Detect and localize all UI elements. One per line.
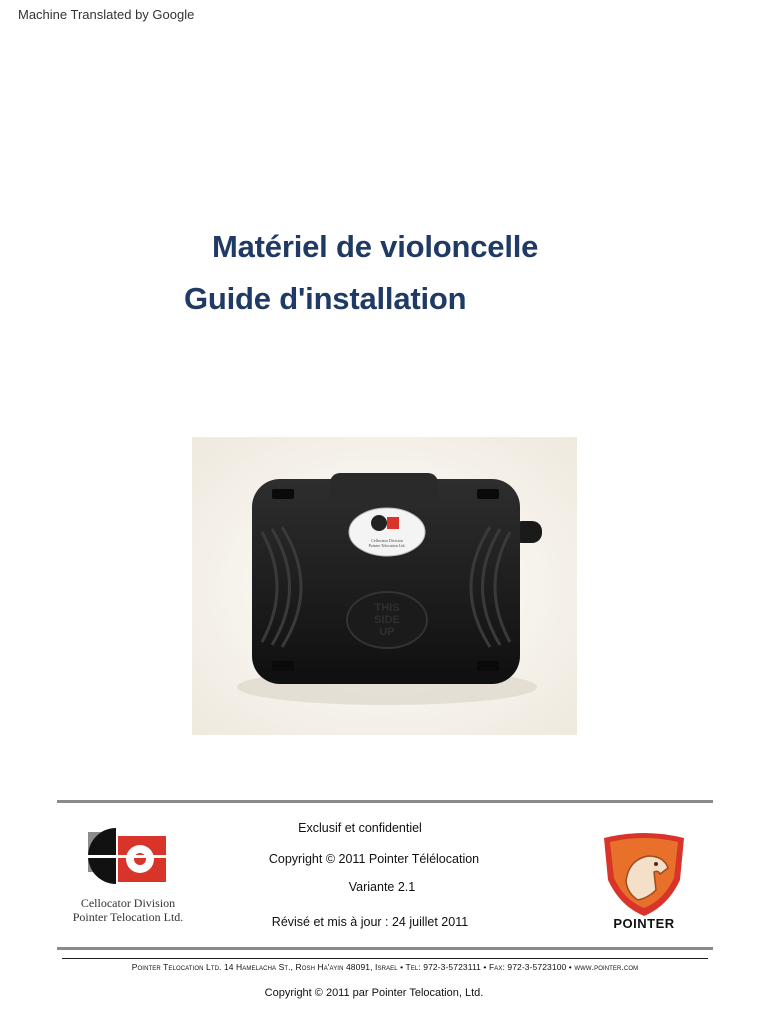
pointer-logo-wordmark: POINTER xyxy=(613,916,675,931)
document-title-line-2: Guide d'installation xyxy=(184,281,467,316)
footer-rule xyxy=(62,958,708,959)
cellocator-logo-line-1: Cellocator Division xyxy=(80,896,176,910)
device-illustration xyxy=(192,437,577,735)
product-photo xyxy=(192,437,577,735)
pointer-logo xyxy=(598,830,690,920)
translation-banner: Machine Translated by Google xyxy=(18,7,195,22)
document-title-line-1: Matériel de violoncelle xyxy=(212,229,539,264)
top-divider xyxy=(57,800,713,803)
device-label-line-1: Cellocator Division xyxy=(371,538,403,543)
device-label-line-2: Pointer Telocation Ltd. xyxy=(368,543,406,548)
exclusive-notice: Exclusif et confidentiel xyxy=(298,821,422,835)
company-address-line: Pointer Telocation Ltd. 14 Hamelacha St., Rosh Ha'ayin 48091, Israel • Tel: 972-3-5723111 • Fax: 972-3-5723100 • www.pointer.com xyxy=(131,962,639,972)
cellocator-logo-line-2: Pointer Telocation Ltd. xyxy=(72,910,184,924)
cellocator-mark-icon xyxy=(58,826,198,896)
copyright-notice: Copyright © 2011 Pointer Télélocation xyxy=(268,852,480,866)
pointer-shield-icon xyxy=(598,830,690,920)
emboss-side: SIDE xyxy=(374,614,400,626)
bottom-divider xyxy=(57,947,713,950)
emboss-up: UP xyxy=(379,626,395,638)
page-copyright: Copyright © 2011 par Pointer Telocation, Ltd. xyxy=(264,987,484,999)
emboss-this: THIS xyxy=(374,602,400,614)
revision-notice: Révisé et mis à jour : 24 juillet 2011 xyxy=(271,915,469,929)
variant-notice: Variante 2.1 xyxy=(348,880,416,894)
